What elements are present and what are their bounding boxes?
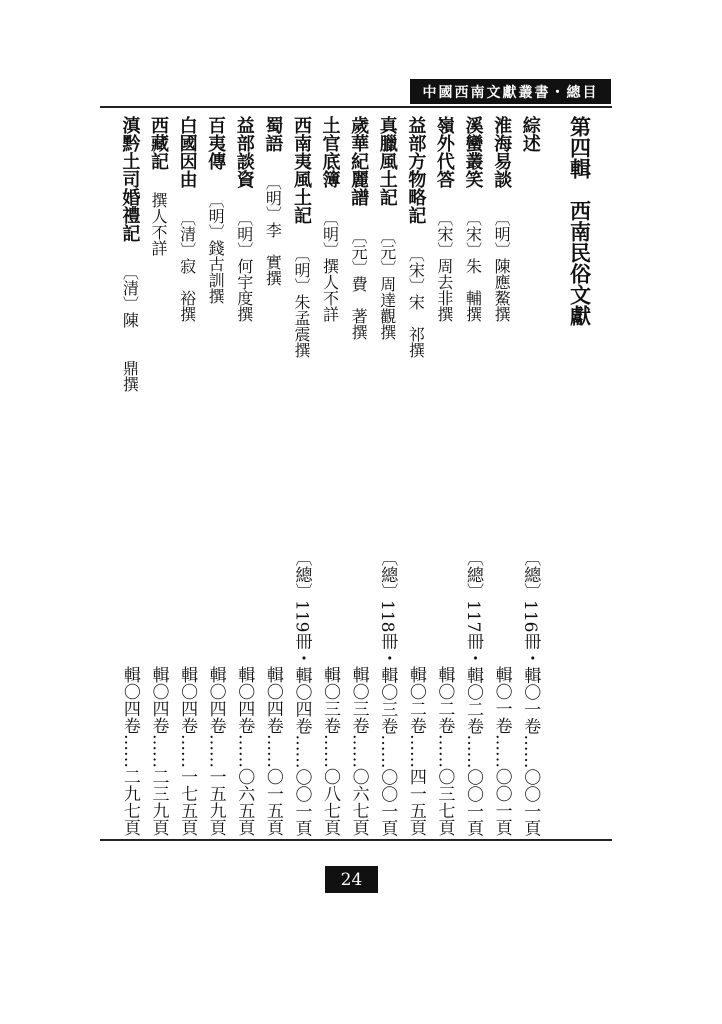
toc-entry bbox=[144, 116, 173, 836]
entry-title: 白國因由 bbox=[176, 116, 198, 188]
entry-author: 〔明〕何宇度撰 bbox=[234, 210, 254, 322]
entry-volume-ref: 〔總〕116冊・輯〇一卷……〇〇一頁 bbox=[520, 548, 541, 836]
entry-author: 〔宋〕朱 輔撰 bbox=[463, 210, 483, 322]
toc-entry bbox=[515, 116, 544, 836]
entry-author: 〔明〕陳應鰲撰 bbox=[492, 210, 512, 322]
toc-entry bbox=[401, 116, 430, 836]
entry-volume-ref: 輯〇四卷……一五九頁 bbox=[205, 666, 226, 836]
entry-title: 西南夷風土記 bbox=[290, 116, 312, 224]
entry-title: 土官底簿 bbox=[319, 116, 341, 188]
entry-volume-ref: 〔總〕118冊・輯〇三卷……〇〇一頁 bbox=[377, 548, 398, 836]
toc-entry bbox=[344, 116, 373, 836]
entry-title: 益部談資 bbox=[233, 116, 255, 188]
entry-title: 淮海易談 bbox=[491, 116, 513, 188]
entry-author: 〔明〕撰人不詳 bbox=[320, 210, 340, 322]
toc-columns bbox=[115, 116, 608, 836]
entry-author: 〔元〕周達觀撰 bbox=[377, 228, 397, 340]
entry-volume-ref: 輯〇一卷……〇〇一頁 bbox=[491, 666, 512, 836]
entry-volume-ref: 〔總〕119冊・輯〇四卷……〇〇一頁 bbox=[291, 548, 312, 836]
entry-title: 滇黔土司婚禮記 bbox=[119, 116, 141, 242]
toc-entry bbox=[458, 116, 487, 836]
section-title: 第四輯 西南民俗文獻 bbox=[567, 116, 593, 326]
toc-entry bbox=[372, 116, 401, 836]
entry-volume-ref: 輯〇四卷……二三九頁 bbox=[148, 666, 169, 836]
entry-title: 蜀語 bbox=[262, 116, 284, 152]
toc-entry bbox=[258, 116, 287, 836]
toc-entry bbox=[201, 116, 230, 836]
toc-entry bbox=[430, 116, 459, 836]
entry-volume-ref: 輯〇四卷……一七五頁 bbox=[177, 666, 198, 836]
entry-author: 〔明〕錢古訓撰 bbox=[206, 192, 226, 304]
section-title-column bbox=[552, 116, 608, 836]
toc-entry bbox=[287, 116, 316, 836]
entry-title: 嶺外代答 bbox=[433, 116, 455, 188]
entry-title: 真臘風土記 bbox=[376, 116, 398, 206]
entry-volume-ref: 輯〇三卷……〇六七頁 bbox=[348, 666, 369, 836]
entry-volume-ref: 輯〇四卷……二九七頁 bbox=[119, 666, 140, 836]
entry-title: 益部方物略記 bbox=[405, 116, 427, 224]
entry-title: 西藏記 bbox=[147, 116, 169, 170]
bottom-rule bbox=[100, 839, 612, 841]
entry-author: 撰人不詳 bbox=[148, 192, 168, 256]
page-number: 24 bbox=[325, 866, 378, 893]
entry-volume-ref: 輯〇三卷……〇八七頁 bbox=[320, 666, 341, 836]
series-header: 中國西南文獻叢書・總目 bbox=[410, 79, 611, 104]
toc-entry bbox=[315, 116, 344, 836]
toc-entry bbox=[115, 116, 144, 836]
entry-author: 〔明〕李 實撰 bbox=[263, 174, 283, 286]
entry-author: 〔元〕費 著撰 bbox=[349, 228, 369, 340]
entry-title: 溪蠻叢笑 bbox=[462, 116, 484, 188]
toc-entry bbox=[487, 116, 516, 836]
entry-author: 〔清〕陳 鼎撰 bbox=[120, 264, 140, 392]
toc-entry bbox=[229, 116, 258, 836]
entry-volume-ref: 輯〇四卷……〇一五頁 bbox=[262, 666, 283, 836]
top-rule bbox=[100, 106, 612, 108]
entry-author: 〔清〕寂 裕撰 bbox=[177, 210, 197, 322]
entry-title: 歲華紀麗譜 bbox=[348, 116, 370, 206]
entry-author: 〔宋〕宋 祁撰 bbox=[406, 246, 426, 358]
entry-title: 百夷傳 bbox=[205, 116, 227, 170]
entry-title: 綜述 bbox=[519, 116, 541, 152]
entry-volume-ref: 輯〇二卷……四一五頁 bbox=[405, 666, 426, 836]
entry-author: 〔宋〕周去非撰 bbox=[434, 210, 454, 322]
entry-volume-ref: 輯〇四卷……〇六五頁 bbox=[234, 666, 255, 836]
toc-entry bbox=[172, 116, 201, 836]
entry-volume-ref: 〔總〕117冊・輯〇二卷……〇〇一頁 bbox=[463, 548, 484, 836]
entry-volume-ref: 輯〇二卷……〇三七頁 bbox=[434, 666, 455, 836]
entry-author: 〔明〕朱孟震撰 bbox=[291, 246, 311, 358]
